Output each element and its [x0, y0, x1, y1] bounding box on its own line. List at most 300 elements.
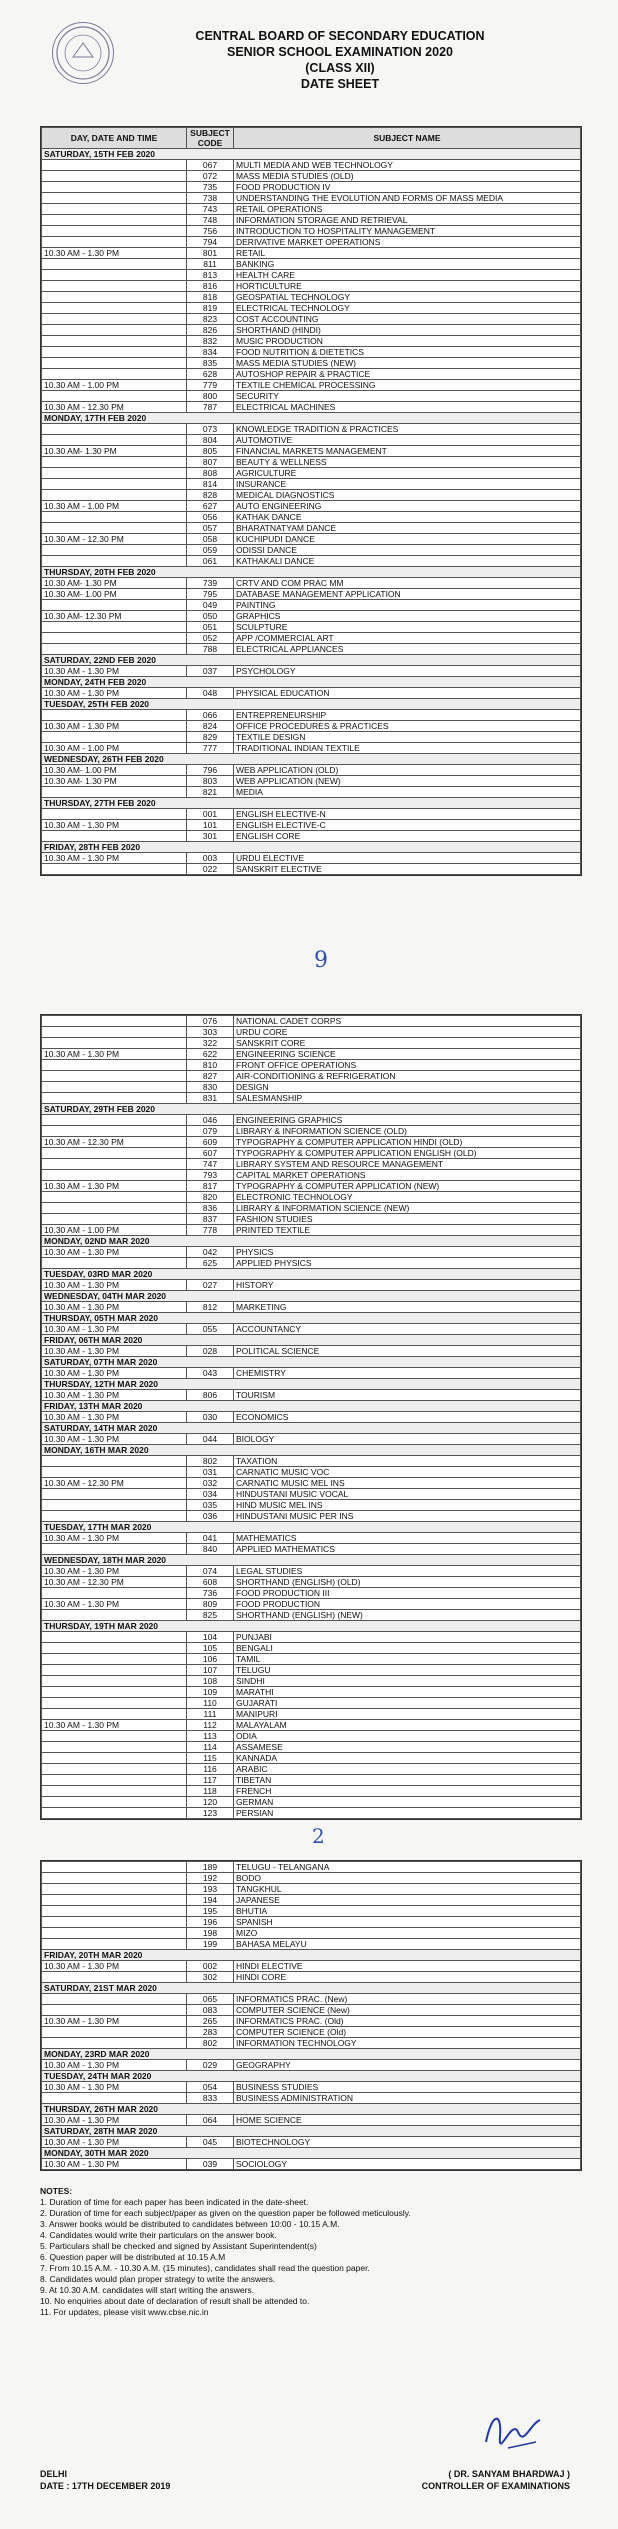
date-row — [42, 677, 581, 688]
exam-time: 10.30 AM - 12.30 PM — [42, 1577, 187, 1588]
subject-name: BANKING — [234, 259, 581, 270]
table-row — [42, 1566, 581, 1577]
subject-name: MARKETING — [234, 1302, 581, 1313]
table-row — [42, 1071, 581, 1082]
exam-time — [42, 1610, 187, 1621]
subject-name: ASSAMESE — [234, 1742, 581, 1753]
exam-time — [42, 1786, 187, 1797]
subject-name: AUTOMOTIVE — [234, 435, 581, 446]
subject-code: 607 — [187, 1148, 234, 1159]
subject-code: 105 — [187, 1643, 234, 1654]
exam-time — [42, 336, 187, 347]
designation: CONTROLLER OF EXAMINATIONS — [421, 2481, 570, 2491]
subject-name: SPANISH — [234, 1917, 581, 1928]
column-header: SUBJECT NAME — [234, 128, 581, 149]
exam-time — [42, 1731, 187, 1742]
subject-name: DESIGN — [234, 1082, 581, 1093]
table-row — [42, 1181, 581, 1192]
subject-code: 816 — [187, 281, 234, 292]
date-row — [42, 2148, 581, 2159]
note-item: 11. For updates, please visit www.cbse.nic.in — [40, 2307, 209, 2317]
subject-code: 115 — [187, 1753, 234, 1764]
subject-code: 808 — [187, 468, 234, 479]
table-row — [42, 369, 581, 380]
exam-time: 10.30 AM - 1.30 PM — [42, 1720, 187, 1731]
subject-code: 302 — [187, 1972, 234, 1983]
subject-code: 116 — [187, 1764, 234, 1775]
subject-name: SHORTHAND (ENGLISH) (NEW) — [234, 1610, 581, 1621]
exam-time — [42, 2027, 187, 2038]
table-row — [42, 1280, 581, 1291]
table-row — [42, 1753, 581, 1764]
exam-time — [42, 1588, 187, 1599]
exam-time: 10.30 AM- 1.00 PM — [42, 589, 187, 600]
exam-time — [42, 2005, 187, 2016]
subject-code: 609 — [187, 1137, 234, 1148]
date-row — [42, 1379, 581, 1390]
exam-time — [42, 787, 187, 798]
table-row — [42, 534, 581, 545]
column-header: DAY, DATE AND TIME — [42, 128, 187, 149]
table-row — [42, 2082, 581, 2093]
subject-code: 199 — [187, 1939, 234, 1950]
exam-time: 10.30 AM- 1.00 PM — [42, 765, 187, 776]
table-row — [42, 1544, 581, 1555]
table-row — [42, 1324, 581, 1335]
table-row — [42, 182, 581, 193]
table-row — [42, 644, 581, 655]
subject-code: 813 — [187, 270, 234, 281]
subject-name: INFORMATION STORAGE AND RETRIEVAL — [234, 215, 581, 226]
subject-code: 735 — [187, 182, 234, 193]
exam-time — [42, 1093, 187, 1104]
table-row — [42, 215, 581, 226]
exam-time: 10.30 AM - 1.00 PM — [42, 501, 187, 512]
table-row — [42, 1884, 581, 1895]
table-row — [42, 578, 581, 589]
subject-code: 030 — [187, 1412, 234, 1423]
exam-time: 10.30 AM- 1.30 PM — [42, 578, 187, 589]
subject-name: TOURISM — [234, 1390, 581, 1401]
exam-time — [42, 358, 187, 369]
note-item: 4. Candidates would write their particulars on the answer book. — [40, 2230, 277, 2240]
subject-name: LEGAL STUDIES — [234, 1566, 581, 1577]
exam-date: WEDNESDAY, 04TH MAR 2020 — [42, 1291, 581, 1302]
table-row — [42, 281, 581, 292]
exam-time — [42, 1489, 187, 1500]
exam-time — [42, 1148, 187, 1159]
note-item: 9. At 10.30 A.M. candidates will start writing the answers. — [40, 2285, 255, 2295]
exam-time — [42, 1115, 187, 1126]
table-row — [42, 732, 581, 743]
subject-code: 066 — [187, 710, 234, 721]
exam-date: MONDAY, 24TH FEB 2020 — [42, 677, 581, 688]
exam-time: 10.30 AM - 1.30 PM — [42, 666, 187, 677]
subject-code: 193 — [187, 1884, 234, 1895]
table-row — [42, 347, 581, 358]
exam-time: 10.30 AM - 1.30 PM — [42, 1049, 187, 1060]
subject-code: 779 — [187, 380, 234, 391]
exam-date: MONDAY, 30TH MAR 2020 — [42, 2148, 581, 2159]
subject-code: 793 — [187, 1170, 234, 1181]
exam-date: THURSDAY, 20TH FEB 2020 — [42, 567, 581, 578]
table-row — [42, 204, 581, 215]
exam-time — [42, 468, 187, 479]
table-row — [42, 1368, 581, 1379]
notes — [40, 2186, 580, 2318]
table-row — [42, 1577, 581, 1588]
exam-time — [42, 1500, 187, 1511]
note-item: 6. Question paper will be distributed at 10.15 A.M — [40, 2252, 226, 2262]
exam-time: 10.30 AM - 1.30 PM — [42, 2060, 187, 2071]
table-row — [42, 1797, 581, 1808]
subject-name: GRAPHICS — [234, 611, 581, 622]
date-row — [42, 1555, 581, 1566]
subject-code: 608 — [187, 1577, 234, 1588]
table-row — [42, 1159, 581, 1170]
subject-code: 821 — [187, 787, 234, 798]
table-row — [42, 160, 581, 171]
exam-date: MONDAY, 23RD MAR 2020 — [42, 2049, 581, 2060]
subject-name: APPLIED MATHEMATICS — [234, 1544, 581, 1555]
subject-name: HOME SCIENCE — [234, 2115, 581, 2126]
subject-code: 265 — [187, 2016, 234, 2027]
subject-code: 067 — [187, 160, 234, 171]
subject-code: 036 — [187, 1511, 234, 1522]
table-row — [42, 1599, 581, 1610]
subject-code: 110 — [187, 1698, 234, 1709]
subject-name: CAPITAL MARKET OPERATIONS — [234, 1170, 581, 1181]
table-row — [42, 1588, 581, 1599]
exam-time: 10.30 AM - 1.30 PM — [42, 2016, 187, 2027]
table-row — [42, 1302, 581, 1313]
table-row — [42, 831, 581, 842]
subject-name: URDU ELECTIVE — [234, 853, 581, 864]
subject-name: TAXATION — [234, 1456, 581, 1467]
exam-date: MONDAY, 02ND MAR 2020 — [42, 1236, 581, 1247]
subject-name: HINDUSTANI MUSIC VOCAL — [234, 1489, 581, 1500]
exam-time: 10.30 AM - 1.30 PM — [42, 1412, 187, 1423]
exam-time — [42, 171, 187, 182]
table-row — [42, 1115, 581, 1126]
schedule-table — [41, 1861, 581, 2170]
subject-code: 198 — [187, 1928, 234, 1939]
subject-code: 195 — [187, 1906, 234, 1917]
table-row — [42, 1687, 581, 1698]
subject-code: 788 — [187, 644, 234, 655]
exam-time: 10.30 AM - 1.30 PM — [42, 1533, 187, 1544]
subject-code: 829 — [187, 732, 234, 743]
subject-name: TYPOGRAPHY & COMPUTER APPLICATION ENGLISH (OLD) — [234, 1148, 581, 1159]
exam-time — [42, 1994, 187, 2005]
subject-code: 045 — [187, 2137, 234, 2148]
exam-time — [42, 215, 187, 226]
table-row — [42, 1775, 581, 1786]
subject-code: 056 — [187, 512, 234, 523]
subject-code: 041 — [187, 1533, 234, 1544]
exam-time — [42, 281, 187, 292]
table-row — [42, 1478, 581, 1489]
table-row — [42, 424, 581, 435]
table-row — [42, 864, 581, 875]
subject-name: PERSIAN — [234, 1808, 581, 1819]
table-row — [42, 556, 581, 567]
exam-time — [42, 2038, 187, 2049]
column-header: SUBJECT CODE — [187, 128, 234, 149]
table-row — [42, 314, 581, 325]
subject-code: 739 — [187, 578, 234, 589]
table-row — [42, 1027, 581, 1038]
subject-code: 029 — [187, 2060, 234, 2071]
date-row — [42, 699, 581, 710]
table-row — [42, 1895, 581, 1906]
subject-name: SHORTHAND (HINDI) — [234, 325, 581, 336]
subject-name: RETAIL — [234, 248, 581, 259]
table-row — [42, 380, 581, 391]
exam-time: 10.30 AM - 1.30 PM — [42, 721, 187, 732]
subject-name: ELECTRICAL APPLIANCES — [234, 644, 581, 655]
exam-time — [42, 1939, 187, 1950]
table-row — [42, 1203, 581, 1214]
subject-code: 814 — [187, 479, 234, 490]
table-row — [42, 1016, 581, 1027]
date-row — [42, 1104, 581, 1115]
table-row — [42, 776, 581, 787]
exam-time — [42, 1742, 187, 1753]
table-row — [42, 270, 581, 281]
subject-name: ACCOUNTANCY — [234, 1324, 581, 1335]
subject-name: RETAIL OPERATIONS — [234, 204, 581, 215]
subject-code: 794 — [187, 237, 234, 248]
subject-name: HIND MUSIC MEL INS — [234, 1500, 581, 1511]
table-row — [42, 545, 581, 556]
subject-name: INSURANCE — [234, 479, 581, 490]
subject-code: 027 — [187, 1280, 234, 1291]
table-row — [42, 1906, 581, 1917]
date-row — [42, 1313, 581, 1324]
table-row — [42, 1390, 581, 1401]
subject-code: 111 — [187, 1709, 234, 1720]
subject-name: GUJARATI — [234, 1698, 581, 1709]
subject-code: 833 — [187, 2093, 234, 2104]
table-row — [42, 402, 581, 413]
exam-time — [42, 1456, 187, 1467]
subject-code: 073 — [187, 424, 234, 435]
exam-date: MONDAY, 16TH MAR 2020 — [42, 1445, 581, 1456]
exam-time: 10.30 AM - 1.30 PM — [42, 688, 187, 699]
exam-time — [42, 259, 187, 270]
table-row — [42, 435, 581, 446]
exam-time — [42, 1698, 187, 1709]
exam-time — [42, 1665, 187, 1676]
exam-time — [42, 556, 187, 567]
subject-name: MANIPURI — [234, 1709, 581, 1720]
subject-name: PHYSICAL EDUCATION — [234, 688, 581, 699]
subject-name: ENGLISH ELECTIVE-N — [234, 809, 581, 820]
subject-name: PUNJABI — [234, 1632, 581, 1643]
subject-name: TYPOGRAPHY & COMPUTER APPLICATION (NEW) — [234, 1181, 581, 1192]
table-row — [42, 1665, 581, 1676]
subject-code: 112 — [187, 1720, 234, 1731]
subject-name: FOOD PRODUCTION III — [234, 1588, 581, 1599]
exam-time — [42, 226, 187, 237]
date-row — [42, 1423, 581, 1434]
subject-code: 803 — [187, 776, 234, 787]
table-row — [42, 1972, 581, 1983]
table-row — [42, 1764, 581, 1775]
exam-time: 10.30 AM - 1.30 PM — [42, 1346, 187, 1357]
date-row — [42, 567, 581, 578]
exam-time — [42, 545, 187, 556]
subject-name: APP /COMMERCIAL ART — [234, 633, 581, 644]
exam-time — [42, 347, 187, 358]
subject-code: 196 — [187, 1917, 234, 1928]
subject-code: 079 — [187, 1126, 234, 1137]
subject-name: MIZO — [234, 1928, 581, 1939]
subject-name: MEDICAL DIAGNOSTICS — [234, 490, 581, 501]
subject-code: 824 — [187, 721, 234, 732]
subject-code: 807 — [187, 457, 234, 468]
subject-code: 322 — [187, 1038, 234, 1049]
subject-code: 065 — [187, 1994, 234, 2005]
subject-name: HINDI ELECTIVE — [234, 1961, 581, 1972]
note-item: 7. From 10.15 A.M. - 10.30 A.M. (15 minutes), candidates shall read the question paper. — [40, 2263, 370, 2273]
table-row — [42, 820, 581, 831]
date-row — [42, 1269, 581, 1280]
subject-code: 118 — [187, 1786, 234, 1797]
schedule-table — [41, 127, 581, 875]
exam-date: TUESDAY, 17TH MAR 2020 — [42, 1522, 581, 1533]
subject-name: MALAYALAM — [234, 1720, 581, 1731]
subject-name: WEB APPLICATION (OLD) — [234, 765, 581, 776]
exam-time — [42, 314, 187, 325]
table-row — [42, 358, 581, 369]
table-row — [42, 1170, 581, 1181]
table-row — [42, 589, 581, 600]
subject-name: BODO — [234, 1873, 581, 1884]
subject-code: 301 — [187, 831, 234, 842]
subject-code: 777 — [187, 743, 234, 754]
exam-time — [42, 270, 187, 281]
subject-code: 819 — [187, 303, 234, 314]
exam-time — [42, 435, 187, 446]
table-row — [42, 292, 581, 303]
subject-name: MULTI MEDIA AND WEB TECHNOLOGY — [234, 160, 581, 171]
subject-name: TANGKHUL — [234, 1884, 581, 1895]
subject-code: 303 — [187, 1027, 234, 1038]
date-row — [42, 1291, 581, 1302]
subject-name: KNOWLEDGE TRADITION & PRACTICES — [234, 424, 581, 435]
exam-time — [42, 424, 187, 435]
subject-name: TEXTILE DESIGN — [234, 732, 581, 743]
subject-name: TYPOGRAPHY & COMPUTER APPLICATION HINDI (OLD) — [234, 1137, 581, 1148]
subject-name: ECONOMICS — [234, 1412, 581, 1423]
table-row — [42, 1511, 581, 1522]
table-row — [42, 1698, 581, 1709]
exam-time: 10.30 AM - 1.30 PM — [42, 1302, 187, 1313]
subject-code: 811 — [187, 259, 234, 270]
exam-time — [42, 732, 187, 743]
subject-name: BUSINESS ADMINISTRATION — [234, 2093, 581, 2104]
subject-code: 003 — [187, 853, 234, 864]
subject-name: HEALTH CARE — [234, 270, 581, 281]
table-row — [42, 2016, 581, 2027]
subject-name: ENTREPRENEURSHIP — [234, 710, 581, 721]
subject-code: 800 — [187, 391, 234, 402]
subject-code: 050 — [187, 611, 234, 622]
subject-code: 107 — [187, 1665, 234, 1676]
subject-name: HORTICULTURE — [234, 281, 581, 292]
exam-time: 10.30 AM - 1.00 PM — [42, 1225, 187, 1236]
subject-code: 035 — [187, 1500, 234, 1511]
subject-code: 059 — [187, 545, 234, 556]
exam-date: SATURDAY, 29TH FEB 2020 — [42, 1104, 581, 1115]
table-row — [42, 2038, 581, 2049]
subject-code: 192 — [187, 1873, 234, 1884]
subject-name: CARNATIC MUSIC VOC — [234, 1467, 581, 1478]
exam-time — [42, 1775, 187, 1786]
exam-time — [42, 1643, 187, 1654]
subject-name: CRTV AND COM PRAC MM — [234, 578, 581, 589]
subject-name: SANSKRIT ELECTIVE — [234, 864, 581, 875]
subject-code: 832 — [187, 336, 234, 347]
table-row — [42, 523, 581, 534]
exam-time — [42, 160, 187, 171]
exam-time — [42, 1972, 187, 1983]
table-row — [42, 1214, 581, 1225]
subject-code: 825 — [187, 1610, 234, 1621]
subject-code: 283 — [187, 2027, 234, 2038]
table-row — [42, 1192, 581, 1203]
table-row — [42, 1247, 581, 1258]
date-row — [42, 2049, 581, 2060]
table-header-row — [42, 128, 581, 149]
table-row — [42, 1346, 581, 1357]
exam-time: 10.30 AM - 1.30 PM — [42, 1324, 187, 1335]
table-row — [42, 1225, 581, 1236]
class-name: (CLASS XII) — [305, 61, 375, 75]
table-row — [42, 193, 581, 204]
subject-name: KANNADA — [234, 1753, 581, 1764]
exam-time: 10.30 AM - 1.30 PM — [42, 1434, 187, 1445]
subject-name: DATABASE MANAGEMENT APPLICATION — [234, 589, 581, 600]
exam-time: 10.30 AM - 1.30 PM — [42, 1280, 187, 1291]
exam-time — [42, 1071, 187, 1082]
table-row — [42, 2159, 581, 2170]
exam-time — [42, 1709, 187, 1720]
subject-code: 064 — [187, 2115, 234, 2126]
exam-time: 10.30 AM - 1.30 PM — [42, 1368, 187, 1379]
date-row — [42, 842, 581, 853]
table-row — [42, 490, 581, 501]
exam-date: FRIDAY, 28TH FEB 2020 — [42, 842, 581, 853]
subject-code: 057 — [187, 523, 234, 534]
subject-code: 117 — [187, 1775, 234, 1786]
table-row — [42, 1720, 581, 1731]
table-row — [42, 237, 581, 248]
table-row — [42, 2027, 581, 2038]
subject-name: AUTO ENGINEERING — [234, 501, 581, 512]
table-row — [42, 1137, 581, 1148]
subject-code: 736 — [187, 1588, 234, 1599]
subject-name: HISTORY — [234, 1280, 581, 1291]
footer — [40, 2468, 580, 2492]
subject-name: ODISSI DANCE — [234, 545, 581, 556]
subject-code: 051 — [187, 622, 234, 633]
subject-code: 042 — [187, 1247, 234, 1258]
subject-name: SCULPTURE — [234, 622, 581, 633]
subject-name: TRADITIONAL INDIAN TEXTILE — [234, 743, 581, 754]
